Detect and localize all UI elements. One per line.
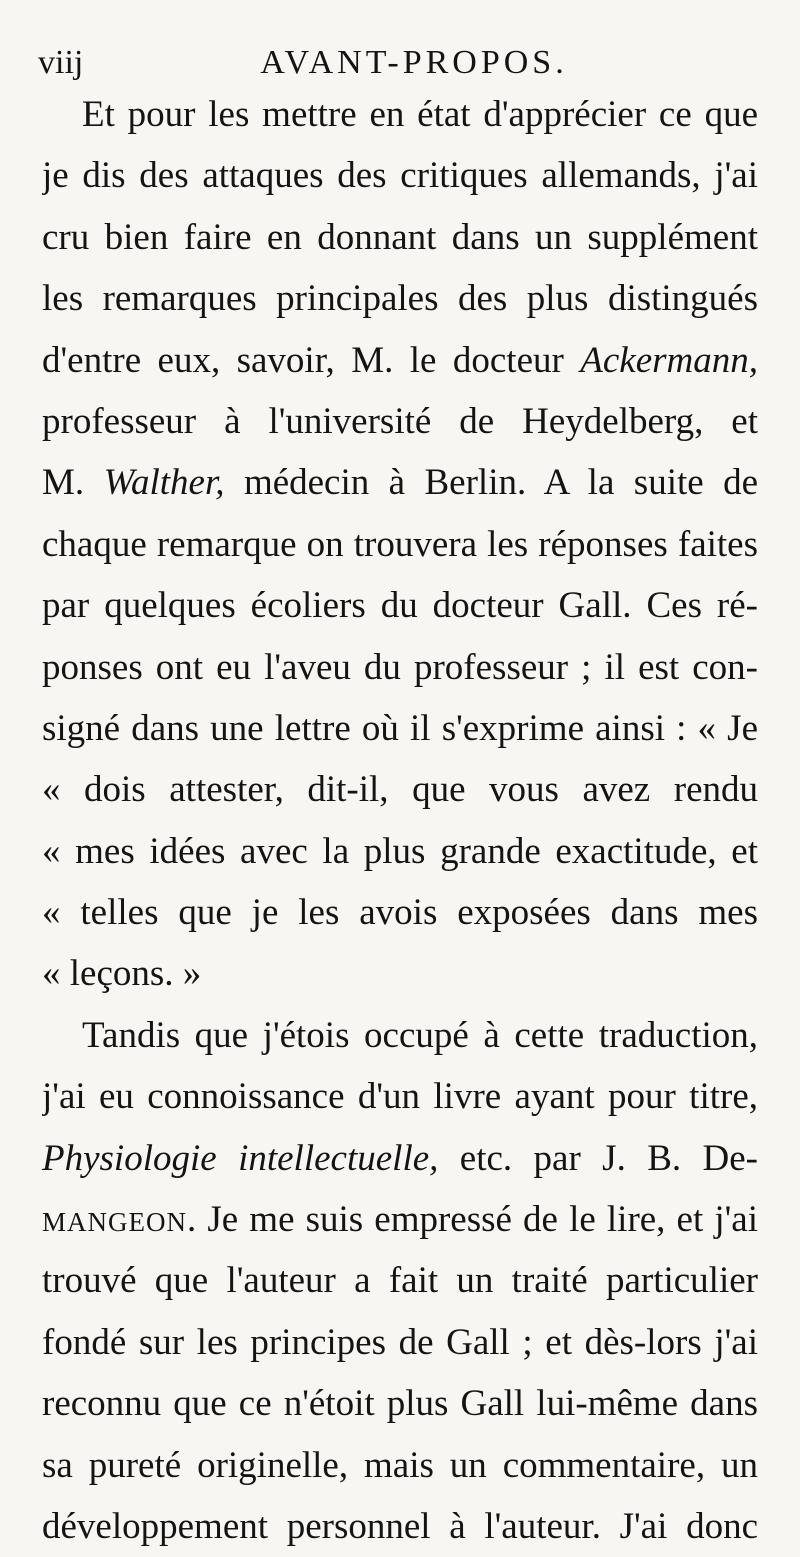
- italic-name: Walther,: [103, 462, 225, 504]
- text-line: signé dans une lettre où il s'exprime ainsi : « Je: [42, 707, 758, 749]
- text-line: Et pour les mettre en état d'apprécier ce que: [82, 94, 758, 135]
- text-line: M. Walther, médecin à Berlin. A la suite de: [42, 462, 758, 504]
- page-header: [38, 38, 760, 88]
- small-caps-name: MANGEON: [42, 1207, 187, 1238]
- text-line: les remarques principales des plus distingués: [42, 278, 758, 320]
- text-line: professeur à l'université de Heydelberg, et: [42, 400, 758, 442]
- text-line: « telles que je les avois exposées dans mes: [42, 892, 758, 934]
- text-line: développement personnel à l'auteur. J'ai donc: [42, 1505, 758, 1547]
- italic-name: Ackermann,: [580, 339, 758, 381]
- text-line: « dois attester, dit-il, que vous avez rendu: [42, 769, 758, 811]
- italic-title: Physiologie intellectuelle,: [42, 1137, 439, 1179]
- text-line: « leçons. »: [42, 953, 202, 995]
- body-text: [42, 84, 758, 1557]
- text-line: MANGEON. Je me suis empressé de le lire, et j'ai: [42, 1199, 758, 1241]
- text-line: par quelques écoliers du docteur Gall. Ces ré-: [42, 585, 758, 627]
- text-line: cru bien faire en donnant dans un supplément: [42, 216, 758, 258]
- running-title: AVANT-PROPOS.: [260, 44, 568, 81]
- text-line: Physiologie intellectuelle, etc. par J. B. De-: [42, 1137, 758, 1179]
- text-line: Tandis que j'étois occupé à cette traduction,: [82, 1014, 758, 1056]
- text-line: « mes idées avec la plus grande exactitude, et: [42, 830, 758, 872]
- text-line: j'ai eu connoissance d'un livre ayant pour titre,: [42, 1076, 758, 1118]
- text-line: reconnu que ce n'étoit plus Gall lui-même dans: [42, 1383, 758, 1425]
- text-line: sa pureté originelle, mais un commentaire, un: [42, 1444, 758, 1486]
- text-line: d'entre eux, savoir, M. le docteur Ackermann,: [42, 339, 758, 381]
- text-line: ponses ont eu l'aveu du professeur ; il est con-: [42, 646, 758, 688]
- text-line: je dis des attaques des critiques allemands, j'ai: [42, 155, 758, 197]
- text-line: fondé sur les principes de Gall ; et dès-lors j'ai: [42, 1321, 758, 1363]
- text-line: chaque remarque on trouvera les réponses faites: [42, 523, 758, 565]
- page-number: viij: [38, 44, 84, 81]
- text-line: trouvé que l'auteur a fait un traité particulier: [42, 1260, 758, 1302]
